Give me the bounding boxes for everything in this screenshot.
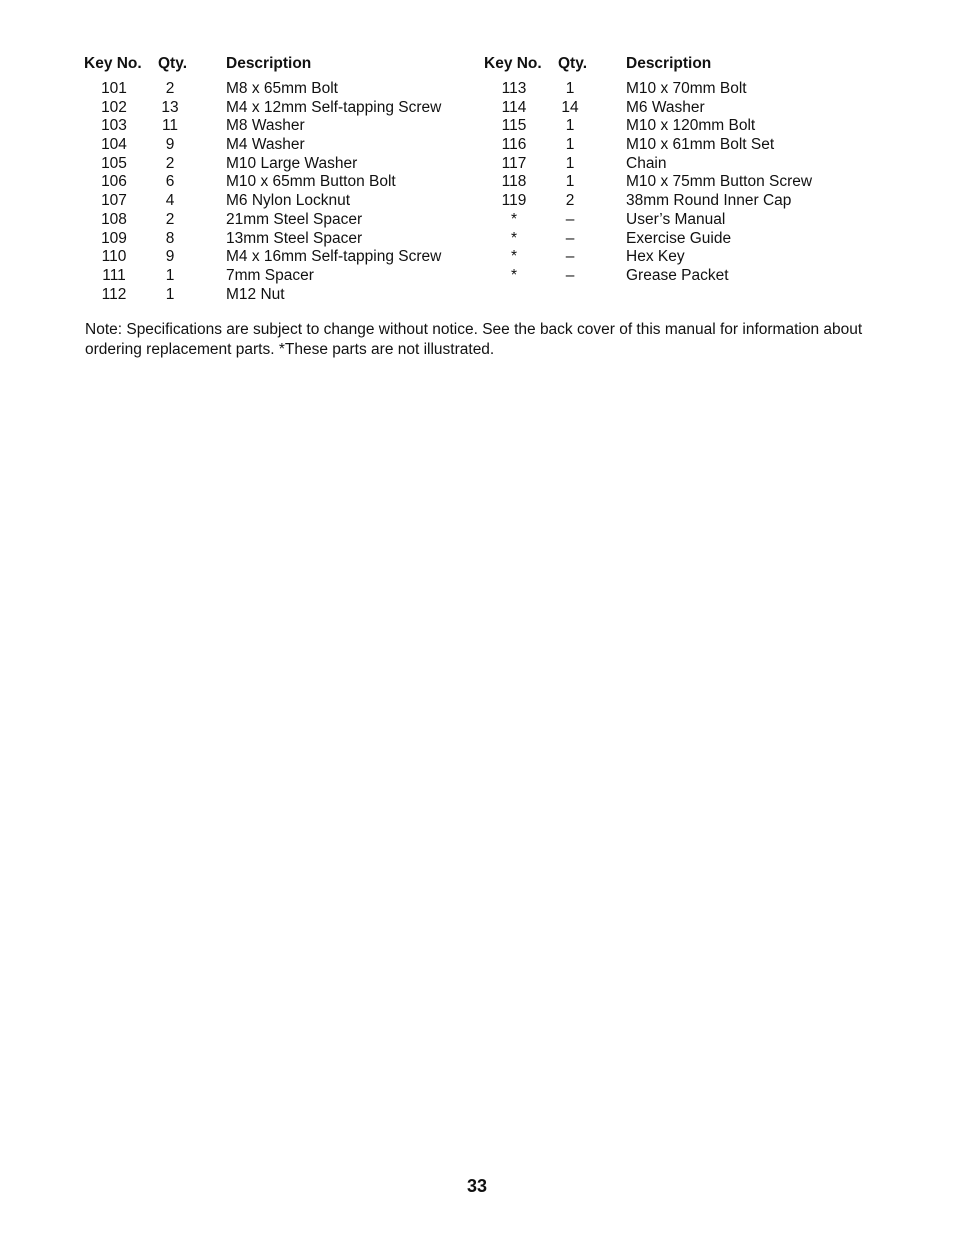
key-no-cell: 113 (501, 80, 527, 97)
qty-cell: 1 (565, 117, 575, 135)
key-no-cell: 117 (501, 154, 527, 172)
qty-cell: – (565, 210, 575, 228)
table-row (484, 136, 844, 155)
table-row (84, 192, 444, 211)
header-qty: Qty. (558, 55, 587, 72)
key-no-cell: 104 (101, 136, 127, 154)
parts-table-left (84, 53, 444, 304)
table-row (484, 155, 844, 174)
key-no-cell: 101 (101, 80, 127, 97)
table-row (84, 286, 444, 305)
description-cell: 21mm Steel Spacer (226, 210, 363, 228)
qty-cell: 1 (565, 173, 575, 191)
key-no-cell: 119 (501, 192, 527, 210)
description-cell: M4 x 16mm Self-tapping Screw (226, 248, 442, 266)
qty-cell: 4 (165, 192, 175, 210)
key-no-cell: * (510, 229, 518, 247)
description-cell: Chain (626, 154, 667, 172)
description-cell: M12 Nut (226, 285, 285, 303)
description-cell: M8 Washer (226, 117, 305, 135)
qty-cell: 13 (161, 98, 179, 116)
table-row (84, 248, 444, 267)
header-key-no: Key No. (484, 55, 542, 72)
qty-cell: 1 (165, 266, 175, 284)
table-row (484, 173, 844, 192)
table-row (484, 230, 844, 249)
table-row (484, 80, 844, 99)
qty-cell: 1 (165, 285, 175, 303)
description-cell: M6 Washer (626, 98, 705, 116)
qty-cell: 1 (565, 80, 575, 97)
description-cell: M4 x 12mm Self-tapping Screw (226, 98, 442, 116)
description-cell: Exercise Guide (626, 229, 732, 247)
key-no-cell: 115 (501, 117, 527, 135)
qty-cell: 2 (165, 210, 175, 228)
qty-cell: 9 (165, 136, 175, 154)
header-description: Description (226, 55, 312, 72)
key-no-cell: 118 (501, 173, 527, 191)
header-key-no: Key No. (84, 55, 142, 72)
table-row (84, 99, 444, 118)
description-cell: M10 x 70mm Bolt (626, 80, 747, 97)
qty-cell: 11 (161, 117, 179, 135)
table-row (84, 136, 444, 155)
header-qty: Qty. (158, 55, 187, 72)
key-no-cell: 111 (102, 266, 126, 284)
parts-table-right (484, 53, 844, 286)
qty-cell: 2 (165, 154, 175, 172)
specifications-note: Note: Specifications are subject to change without notice. See the back cover of this manual for information about ordering replacement parts. *These parts are not illustrated. (85, 321, 863, 358)
table-row (84, 173, 444, 192)
table-row (84, 267, 444, 286)
qty-cell: 9 (165, 248, 175, 266)
description-cell: M6 Nylon Locknut (226, 192, 351, 210)
key-no-cell: 109 (101, 229, 127, 247)
key-no-cell: * (510, 266, 518, 284)
table-row (84, 230, 444, 249)
description-cell: Grease Packet (626, 266, 729, 284)
description-cell: M4 Washer (226, 136, 305, 154)
page-number: 33 (466, 1176, 488, 1196)
table-header-left (84, 53, 444, 75)
qty-cell: – (565, 229, 575, 247)
description-cell: Hex Key (626, 248, 685, 266)
description-cell: M10 x 120mm Bolt (626, 117, 756, 135)
table-row (84, 117, 444, 136)
description-cell: User’s Manual (626, 210, 726, 228)
table-row (484, 99, 844, 118)
qty-cell: 2 (565, 192, 575, 210)
qty-cell: 14 (561, 98, 579, 116)
table-row (484, 117, 844, 136)
key-no-cell: 107 (101, 192, 127, 210)
key-no-cell: * (510, 248, 518, 266)
description-cell: M10 x 61mm Bolt Set (626, 136, 775, 154)
key-no-cell: 110 (101, 248, 127, 266)
table-row (484, 192, 844, 211)
description-cell: 13mm Steel Spacer (226, 229, 363, 247)
key-no-cell: 116 (501, 136, 527, 154)
key-no-cell: 102 (101, 98, 127, 116)
key-no-cell: 112 (101, 285, 127, 303)
header-description: Description (626, 55, 712, 72)
parts-list-left (84, 80, 444, 304)
key-no-cell: 105 (101, 154, 127, 172)
key-no-cell: 114 (501, 98, 527, 116)
table-row (484, 211, 844, 230)
key-no-cell: 108 (101, 210, 127, 228)
qty-cell: – (565, 248, 575, 266)
qty-cell: – (565, 266, 575, 284)
table-row (84, 80, 444, 99)
qty-cell: 1 (565, 154, 575, 172)
parts-list-right (484, 80, 844, 286)
table-row (84, 155, 444, 174)
key-no-cell: 103 (101, 117, 127, 135)
description-cell: 38mm Round Inner Cap (626, 192, 792, 210)
table-row (84, 211, 444, 230)
key-no-cell: * (510, 210, 518, 228)
description-cell: M10 x 65mm Button Bolt (226, 173, 396, 191)
qty-cell: 6 (165, 173, 175, 191)
table-header-right (484, 53, 844, 75)
table-row (484, 248, 844, 267)
description-cell: 7mm Spacer (226, 266, 314, 284)
description-cell: M10 Large Washer (226, 154, 358, 172)
table-row (484, 267, 844, 286)
description-cell: M8 x 65mm Bolt (226, 80, 338, 97)
qty-cell: 1 (565, 136, 575, 154)
qty-cell: 2 (165, 80, 175, 97)
qty-cell: 8 (165, 229, 175, 247)
description-cell: M10 x 75mm Button Screw (626, 173, 813, 191)
key-no-cell: 106 (101, 173, 127, 191)
